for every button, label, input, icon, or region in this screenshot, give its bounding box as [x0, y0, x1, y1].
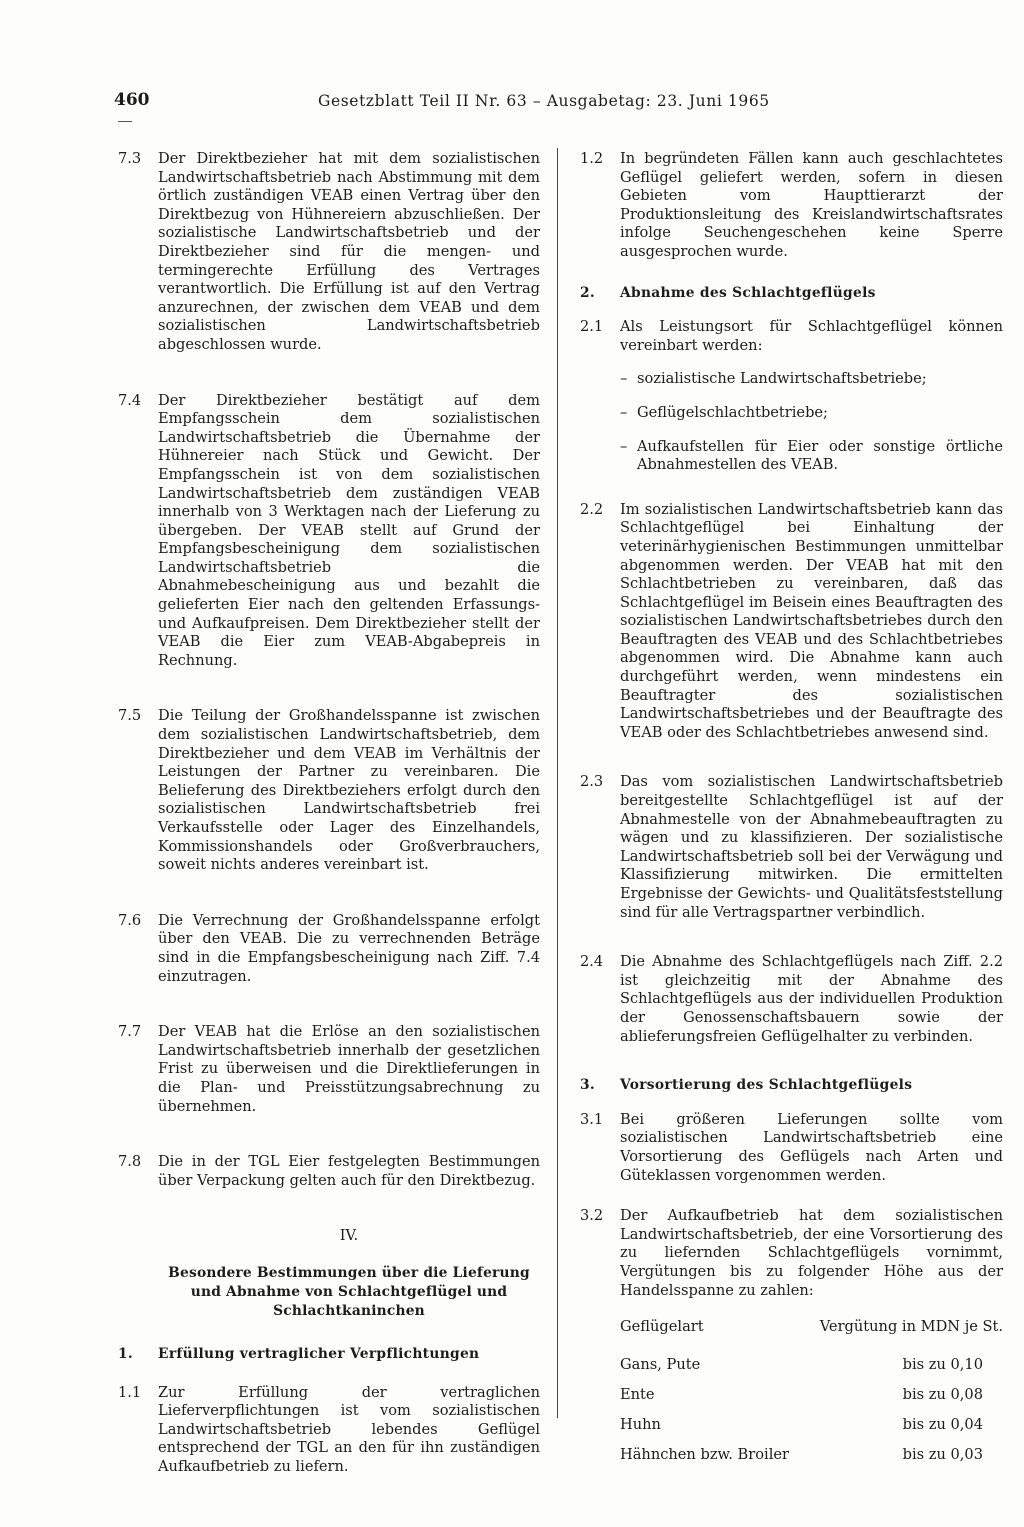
paragraph-text: Im sozialistischen Landwirtschaftsbetrieb kann das Schlachtgeflügel bei Einhaltung der veterinärhygienischen Bestimmungen unmittelbar abgenommen werden. Der VEAB hat mit den Schlachtbetrieben zu vereinbaren, daß das Schlachtgeflügel im Beisein eines Beauftragten des sozialistischen Landwirtschaftsbetriebes durch den Beauftragten des VEAB und des Schlachtbetriebes abgenommen wird. Die Abnahme kann auch durchgeführt werden, wenn mindestens ein Beauftragter des sozialistischen Landwirtschaftsbetriebes und der Beauftragte des VEAB oder des Schlachtbetriebes anwesend sind.	[620, 500, 1003, 741]
paragraph-text: Die in der TGL Eier festgelegten Bestimmungen über Verpackung gelten auch für den Direktbezug.	[158, 1153, 540, 1189]
rate-cell: bis zu 0,08	[902, 1386, 983, 1404]
rate-cell: bis zu 0,04	[902, 1416, 983, 1434]
header-rule	[118, 121, 132, 122]
paragraph-text: Die Teilung der Großhandelsspanne ist zwischen dem sozialistischen Landwirtschaftsbetrieb, dem Direktbezieher und dem VEAB im Verhältnis der Leistungen der Partner zu vereinbaren. Die Belieferung des Direktbeziehers erfolgt durch den sozialistischen Landwirtschaftsbetrieb frei Verkaufsstelle oder Lager des Einzelhandels, Kommissionshandels oder Großverbrauchers, soweit nichts anderes vereinbart ist.	[158, 707, 540, 874]
rate-cell: bis zu 0,03	[902, 1446, 983, 1464]
paragraph-number: 2.4	[580, 953, 604, 971]
section-number: IV.	[339, 1227, 359, 1245]
table-row	[620, 1446, 1003, 1476]
paragraph-number: 7.3	[118, 150, 142, 167]
paragraph	[580, 1207, 1003, 1300]
column-header-species: Geflügelart	[620, 1318, 704, 1336]
paragraph-text: Zur Erfüllung der vertraglichen Lieferverpflichtungen ist vom sozialistischen Landwirtschaftsbetrieb lebendes Geflügel entsprechend der TGL an den für ihn zuständigen Aufkaufbetrieb zu liefern.	[158, 1383, 540, 1475]
paragraph-number: 2.1	[580, 318, 604, 336]
dash-bullet: –	[620, 403, 628, 421]
paragraph-number: 3.2	[580, 1207, 604, 1225]
column-divider	[557, 148, 558, 1418]
paragraph-text: Bei größeren Lieferungen sollte vom sozialistischen Landwirtschaftsbetrieb eine Vorsortierung des Geflügels nach Arten und Güteklassen vorgenommen werden.	[620, 1110, 1003, 1184]
paragraph	[118, 707, 540, 874]
section-title: Besondere Bestimmungen über die Lieferung und Abnahme von Schlachtgeflügel und Schlachtkaninchen	[168, 1264, 530, 1319]
paragraph	[580, 953, 1003, 1046]
list-item-text: Geflügelschlachtbetriebe;	[637, 403, 828, 421]
paragraph-text: Die Abnahme des Schlachtgeflügels nach Ziff. 2.2 ist gleichzeitig mit der Abnahme des Schlachtgeflügels aus der individuellen Produktion der Genossenschaftsbauern sowie der ablieferungsfreien Geflügelhalter zu verbinden.	[620, 953, 1003, 1045]
paragraph-number: 1.1	[118, 1383, 142, 1401]
dash-bullet: –	[620, 437, 628, 455]
paragraph-text: Das vom sozialistischen Landwirtschaftsbetrieb bereitgestellte Schlachtgeflügel ist auf der Abnahmestelle von der Abnahmebeauftragten zu wägen und zu klassifizieren. Der sozialistische Landwirtschaftsbetrieb soll bei der Verwägung und Klassifizierung mitwirken. Die ermittelten Ergebnisse der Gewichts- und Qualitätsfeststellung sind für alle Vertragspartner verbindlich.	[620, 773, 1003, 921]
paragraph-number: 2.2	[580, 500, 604, 518]
rate-table-header	[620, 1318, 1003, 1356]
heading-text: Vorsortierung des Schlachtgeflügels	[620, 1077, 913, 1094]
subheading	[118, 1345, 540, 1364]
paragraph	[118, 392, 540, 671]
paragraph-number: 7.5	[118, 707, 142, 725]
list-item	[580, 438, 1003, 475]
page-number: 460	[114, 90, 150, 110]
paragraph-number: 7.6	[118, 911, 142, 929]
table-row	[620, 1356, 1003, 1386]
section-heading	[580, 1076, 1003, 1095]
left-column	[118, 150, 540, 1476]
dash-bullet: –	[620, 370, 628, 388]
subheading-number: 1.	[118, 1345, 134, 1362]
paragraph-number: 1.2	[580, 150, 604, 167]
paragraph	[118, 1023, 540, 1116]
paragraph-number: 7.4	[118, 391, 142, 409]
heading-number: 2.	[580, 284, 596, 301]
paragraph-text: Der VEAB hat die Erlöse an den sozialistischen Landwirtschaftsbetrieb innerhalb der gesetzlichen Frist zu überweisen und die Direktlieferungen in die Plan- und Preisstützungsabrechnung zu übernehmen.	[158, 1023, 540, 1115]
paragraph	[580, 318, 1003, 355]
right-column	[580, 150, 1003, 1476]
paragraph-text: Der Direktbezieher bestätigt auf dem Empfangsschein dem sozialistischen Landwirtschaftsbetrieb die Übernahme der Hühnereier nach Stück und Gewicht. Der Empfangsschein ist von dem sozialistischen Landwirtschaftsbetrieb dem zuständigen VEAB innerhalb von 3 Werktagen nach der Lieferung zu übergeben. Der VEAB stellt auf Grund der Empfangsbescheinigung dem sozialistischen Landwirtschaftsbetrieb die Abnahmebescheinigung aus und bezahlt die gelieferten Eier nach den geltenden Erfassungs- und Aufkaufpreisen. Dem Direktbezieher stellt der VEAB die Eier zum VEAB-Abgabepreis in Rechnung.	[158, 391, 540, 669]
paragraph	[580, 501, 1003, 743]
list-item-text: sozialistische Landwirtschaftsbetriebe;	[637, 370, 927, 388]
paragraph-text: Der Direktbezieher hat mit dem sozialistischen Landwirtschaftsbetrieb nach Abstimmung mit dem örtlich zuständigen VEAB einen Vertrag über den Direktbezug von Hühnereiern abzuschließen. Der sozialistische Landwirtschaftsbetrieb und der Direktbezieher sind für die mengen- und termingerechte Erfüllung des Vertrages verantwortlich. Die Erfüllung ist auf den Vertrag anzurechnen, der zwischen dem VEAB und dem sozialistischen Landwirtschaftsbetrieb abgeschlossen wurde.	[158, 150, 540, 353]
paragraph	[580, 1111, 1003, 1185]
species-cell: Huhn	[620, 1416, 661, 1434]
paragraph	[118, 1153, 540, 1190]
running-head: Gesetzblatt Teil II Nr. 63 – Ausgabetag: 23. Juni 1965	[318, 92, 770, 110]
subheading-text: Erfüllung vertraglicher Verpflichtungen	[158, 1345, 480, 1362]
heading-text: Abnahme des Schlachtgeflügels	[620, 284, 876, 301]
rate-table	[620, 1318, 1003, 1476]
column-header-rate: Vergütung in MDN je St.	[819, 1318, 1003, 1336]
section-heading	[580, 284, 1003, 303]
paragraph	[118, 150, 540, 355]
paragraph-text: Als Leistungsort für Schlachtgeflügel können vereinbart werden:	[620, 318, 1003, 354]
paragraph-number: 3.1	[580, 1110, 604, 1128]
table-row	[620, 1416, 1003, 1446]
paragraph	[580, 150, 1003, 262]
paragraph-number: 7.7	[118, 1023, 142, 1041]
list-item-text: Aufkaufstellen für Eier oder sonstige örtliche Abnahmestellen des VEAB.	[637, 437, 1003, 474]
paragraph-text: Die Verrechnung der Großhandelsspanne erfolgt über den VEAB. Die zu verrechnenden Beträge sind in die Empfangsbescheinigung nach Ziff. 7.4 einzutragen.	[158, 911, 540, 985]
list-item	[580, 370, 1003, 389]
list-item	[580, 404, 1003, 423]
paragraph	[118, 1384, 540, 1477]
species-cell: Hähnchen bzw. Broiler	[620, 1446, 789, 1464]
heading-number: 3.	[580, 1077, 596, 1094]
paragraph-text: Der Aufkaufbetrieb hat dem sozialistischen Landwirtschaftsbetrieb, der eine Vorsortierung des zu liefernden Schlachtgeflügels vornimmt, Vergütungen bis zu folgender Höhe aus der Handelsspanne zu zahlen:	[620, 1207, 1003, 1299]
species-cell: Ente	[620, 1386, 655, 1404]
paragraph-number: 2.3	[580, 773, 604, 791]
table-row	[620, 1386, 1003, 1416]
rate-cell: bis zu 0,10	[902, 1356, 983, 1374]
paragraph-number: 7.8	[118, 1153, 142, 1171]
paragraph	[118, 912, 540, 986]
paragraph	[580, 773, 1003, 922]
species-cell: Gans, Pute	[620, 1356, 701, 1374]
paragraph-text: In begründeten Fällen kann auch geschlachtetes Geflügel geliefert werden, sofern in diesen Gebieten vom Haupttierarzt der Produktionsleitung des Kreislandwirtschaftsrates infolge Seuchengeschehen keine Sperre ausgesprochen wurde.	[620, 150, 1003, 260]
